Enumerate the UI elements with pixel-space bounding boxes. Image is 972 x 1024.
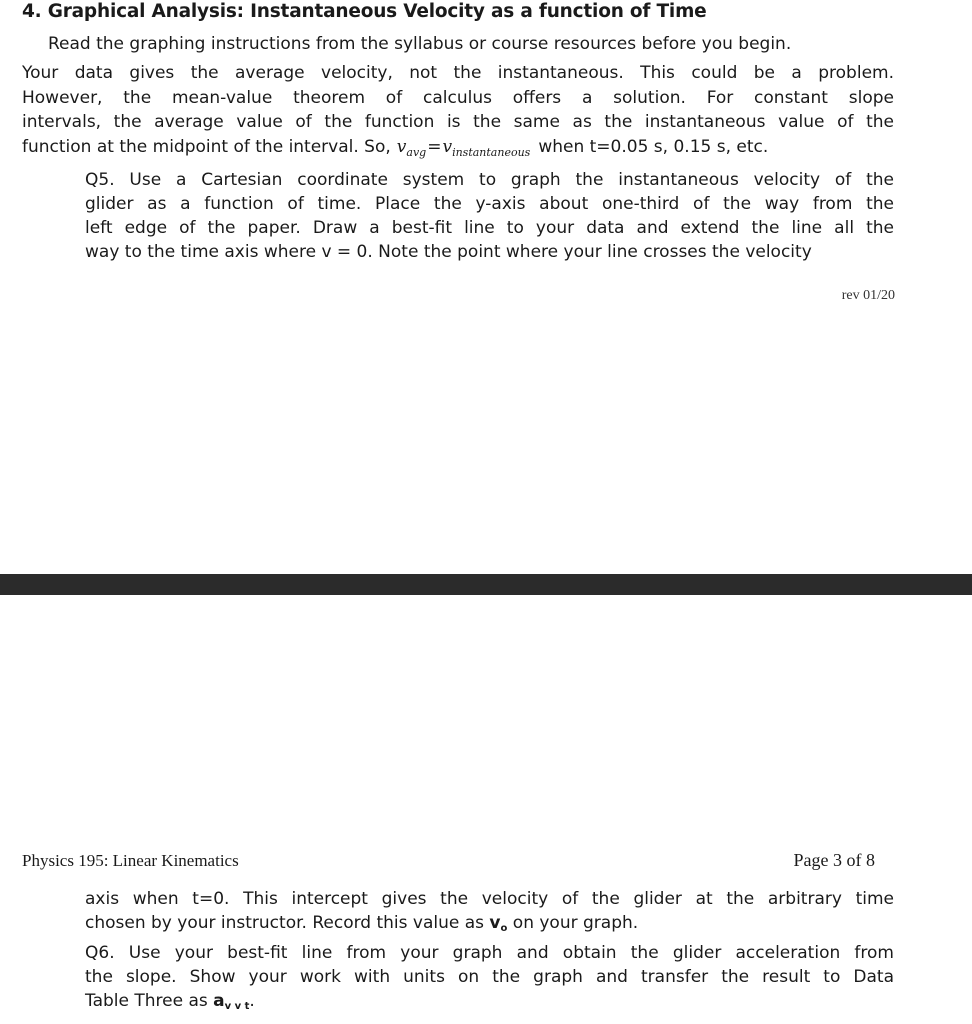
q6-line: Q6. Use your best-fit line from your graph and obtain the glider acceleration from (85, 943, 894, 963)
v0-sub: o (500, 923, 508, 934)
formula-rhs-sub: instantaneous (452, 145, 531, 159)
question-6 (85, 941, 894, 1019)
paragraph-line-last (22, 135, 894, 166)
avvt-sub: v v t (224, 1001, 250, 1012)
q5-cont-line-2 (85, 911, 894, 941)
q5-cont-pre: chosen by your instructor. Record this value as (85, 913, 485, 933)
page-number: Page 3 of 8 (793, 850, 875, 870)
q5-line: glider as a function of time. Place the y-axis about one-third of the way from the (85, 194, 894, 214)
question-5 (85, 168, 894, 264)
q5-cont-post: on your graph. (512, 913, 639, 933)
question-5-continued (85, 887, 894, 941)
q6-last-post: . (249, 991, 255, 1011)
revision-label: rev 01/20 (841, 288, 895, 303)
formula-lhs-sub: avg (406, 145, 427, 159)
formula-lhs: v (396, 136, 407, 157)
paragraph-last-post: when t=0.05 s, 0.15 s, etc. (538, 136, 769, 157)
q5-line: left edge of the paper. Draw a best-fit line to your data and extend the line all the (85, 218, 894, 238)
q6-last-pre: Table Three as (85, 991, 208, 1011)
q6-line-last (85, 989, 894, 1019)
formula-rhs: v (442, 136, 453, 157)
section-heading: 4. Graphical Analysis: Instantaneous Velocity as a function of Time (22, 1, 707, 22)
paragraph-line: Your data gives the average velocity, not the instantaneous. This could be a problem. (22, 63, 894, 83)
mean-value-paragraph (22, 61, 894, 165)
page-break-bar (0, 574, 972, 595)
intro-text: Read the graphing instructions from the syllabus or course resources before you begin. (48, 34, 792, 54)
v0-base: v (489, 913, 501, 933)
avvt-symbol (213, 991, 249, 1011)
velocity-formula (397, 137, 531, 157)
q5-line: Q5. Use a Cartesian coordinate system to graph the instantaneous velocity of the (85, 170, 894, 190)
paragraph-line: However, the mean-value theorem of calculus offers a solution. For constant slope (22, 87, 894, 108)
course-footer: Physics 195: Linear Kinematics (22, 851, 239, 870)
paragraph-last-pre: function at the midpoint of the interval. So, (22, 136, 391, 157)
q6-line: the slope. Show your work with units on the graph and transfer the result to Data (85, 967, 894, 987)
q5-line: way to the time axis where v = 0. Note the point where your line crosses the velocity (85, 242, 812, 262)
paragraph-line: intervals, the average value of the function is the same as the instantaneous value of the (22, 112, 894, 132)
q5-cont-line: axis when t=0. This intercept gives the velocity of the glider at the arbitrary time (85, 889, 894, 909)
v0-symbol (489, 913, 507, 933)
formula-equals: = (427, 136, 442, 157)
avvt-base: a (213, 991, 225, 1011)
